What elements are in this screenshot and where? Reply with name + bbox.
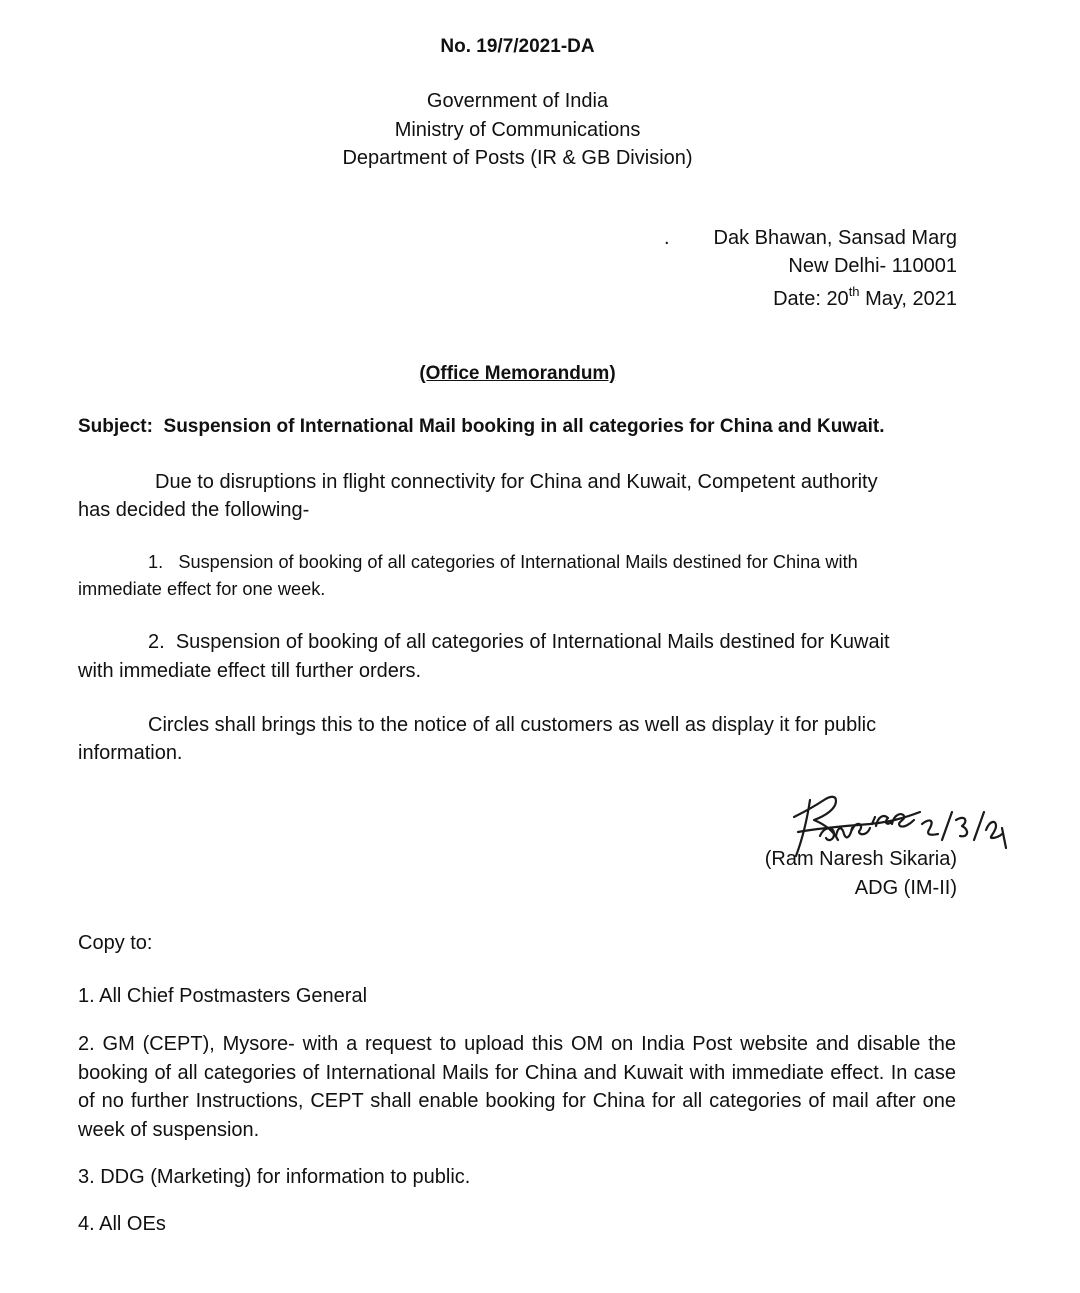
item-1-second-line: immediate effect for one week. [78,579,326,599]
circles-line-2: information. [78,742,183,764]
intro-line-2: has decided the following- [78,499,310,521]
org-department: Department of Posts (IR & GB Division) [342,147,693,169]
subject-line [78,413,885,441]
item-2-text: Suspension of booking of all categories of International Mails destined for Kuwait [175,631,890,653]
item-2-first-line [148,628,890,656]
copy-item-3: 3. DDG (Marketing) for information to public. [78,1166,471,1188]
copy-item-1: 1. All Chief Postmasters General [78,985,368,1007]
signatory-designation: ADG (IM-II) [854,877,957,899]
address-dot: . [664,227,670,249]
item-1-number: 1. [148,552,164,572]
date-superscript: th [848,284,860,300]
copy-item-2: 2. GM (CEPT), Mysore- with a request to upload this OM on India Post website and disable the booking of all categories of International Mails for China and Kuwait with immediate effect. In case of no further Instructions, CEPT shall enable booking for China for all categories of mail after one week of suspension. [78,1033,956,1141]
intro-line-1: Due to disruptions in flight connectivity for China and Kuwait, Competent authority [155,471,878,493]
copy-item-4: 4. All OEs [78,1213,166,1235]
copy-to-label: Copy to: [78,932,153,954]
item-1-text: Suspension of booking of all categories of International Mails destined for China with [178,552,858,572]
address-line-2: New Delhi- 110001 [788,255,957,277]
item-2-number: 2. [148,631,165,653]
memo-title: (Office Memorandum) [419,363,616,384]
address-line-1: Dak Bhawan, Sansad Marg [713,227,957,249]
org-government: Government of India [426,90,609,112]
signatory-name: (Ram Naresh Sikaria) [764,848,957,870]
circles-line-1: Circles shall brings this to the notice of all customers as well as display it for public [148,714,877,736]
memo-date [773,285,957,313]
file-number: No. 19/7/2021-DA [440,36,595,57]
org-ministry: Ministry of Communications [394,119,641,141]
item-2-second-line: with immediate effect till further orders. [78,660,422,682]
subject-text: Suspension of International Mail booking in all categories for China and Kuwait. [163,416,885,437]
date-suffix: May, 2021 [859,288,957,310]
date-prefix: Date: 20 [773,288,849,310]
item-1-first-line [148,549,858,576]
subject-label: Subject: [78,416,153,437]
